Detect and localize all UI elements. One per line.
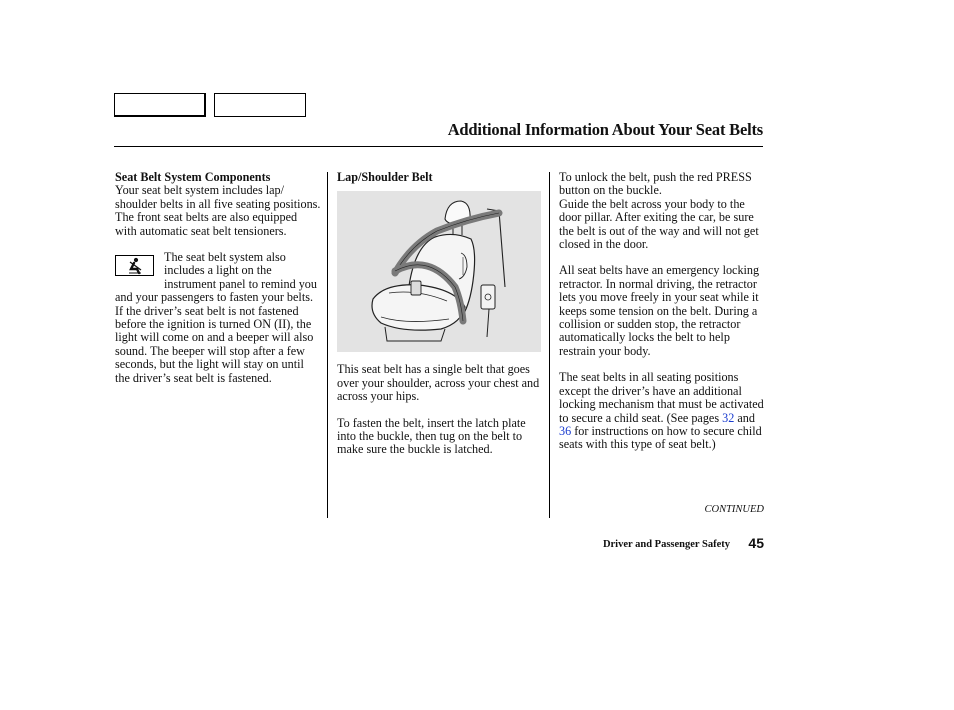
retractor-paragraph: All seat belts have an emergency locking retractor. In normal driving, the retractor lets you move freely in your seat while it keeps some tension on the belt. During a collision or sudden stop, the retractor automatically locks the belt to help restrain your body. <box>559 263 760 358</box>
column-divider-2 <box>549 172 550 518</box>
title-rule <box>114 146 763 147</box>
child-seat-text-1: The seat belts in all seating positions except the driver’s have an additional locking mechanism that must be activated to secure a child seat. (See pages <box>559 370 764 425</box>
section-tab-box-2 <box>214 93 306 117</box>
column-1 <box>115 171 321 385</box>
page-32-link[interactable]: 32 <box>722 410 735 425</box>
section-heading-lap-shoulder: Lap/Shoulder Belt <box>337 170 433 184</box>
reminder-paragraph: The seat belt system also includes a light on the instrument panel to remind you and your passengers to fasten your belts. If the driver’s seat belt is not fastened before the ignition is turned ON (II), the light will come on and a beeper will also sound. The beeper will stop after a few seconds, but the light will stay on until the driver’s seat belt is fastened. <box>115 250 317 385</box>
continued-label: CONTINUED <box>704 504 764 515</box>
section-heading-components: Seat Belt System Components <box>115 170 271 184</box>
seat-belt-reminder-icon <box>115 255 154 276</box>
child-seat-text-2: and <box>734 410 755 425</box>
child-seat-paragraph <box>559 371 764 451</box>
seat-belt-illustration <box>337 191 541 352</box>
column-3 <box>559 171 764 452</box>
fasten-paragraph: To fasten the belt, insert the latch plate into the buckle, then tug on the belt to make sure the buckle is latched. <box>337 415 526 457</box>
footer-section-title: Driver and Passenger Safety <box>602 539 730 550</box>
column-2 <box>337 171 543 457</box>
unlock-paragraph: To unlock the belt, push the red PRESS button on the buckle. <box>559 170 752 198</box>
column-divider-1 <box>327 172 328 518</box>
page-number: 45 <box>748 535 764 551</box>
page-36-link[interactable]: 36 <box>559 423 572 438</box>
section-tab-box-1 <box>114 93 206 117</box>
child-seat-text-3: for instructions on how to secure child seats with this type of seat belt.) <box>559 423 762 452</box>
components-paragraph: Your seat belt system includes lap/ shoulder belts in all five seating positions. The front seat belts are also equipped with automatic seat belt tensioners. <box>115 183 321 238</box>
lap-shoulder-paragraph: This seat belt has a single belt that goes over your shoulder, across your chest and across your hips. <box>337 362 540 404</box>
guide-paragraph: Guide the belt across your body to the door pillar. After exiting the car, be sure the belt is out of the way and will not get closed in the door. <box>559 196 759 252</box>
page-title: Additional Information About Your Seat Belts <box>447 120 763 139</box>
